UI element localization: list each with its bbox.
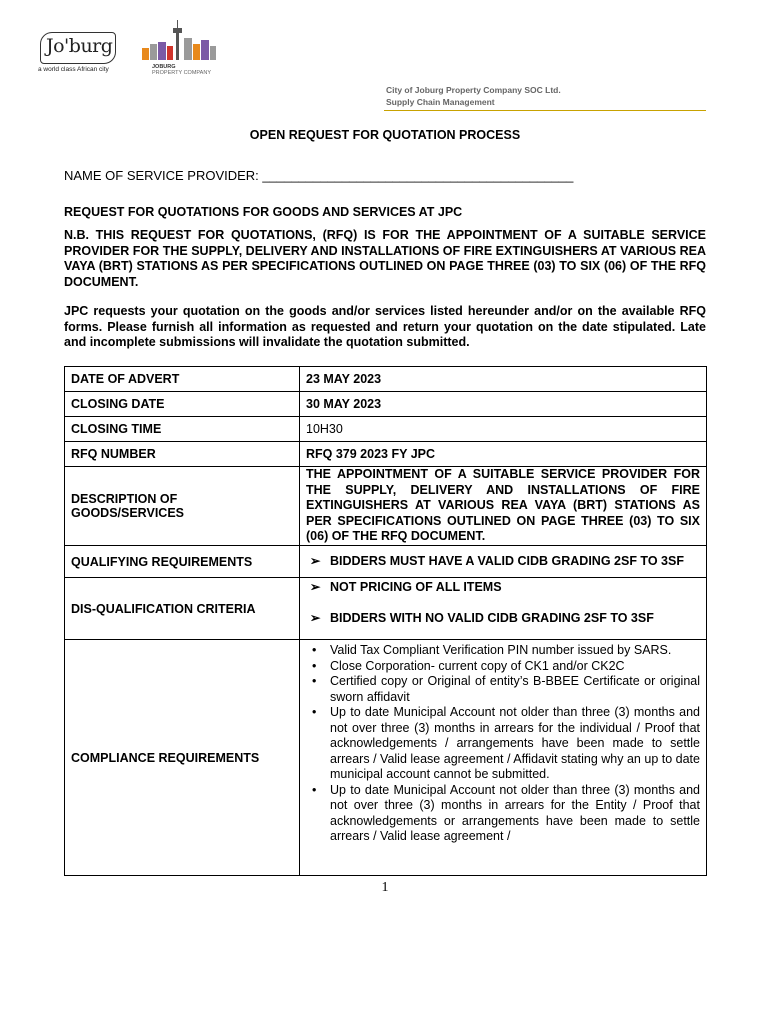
jpc-caption-line1: JOBURG — [152, 64, 176, 70]
arrow-bullet-icon: ➢ — [310, 610, 321, 625]
header-rule — [384, 110, 706, 111]
rfq-details-table — [64, 366, 707, 876]
bullet-icon: • — [312, 674, 317, 688]
compliance-item-4 — [306, 705, 700, 783]
disqualification-item-1-text: NOT PRICING OF ALL ITEMS — [330, 580, 502, 594]
bullet-icon: • — [312, 658, 317, 673]
joburg-logo — [38, 28, 122, 78]
compliance-item-5 — [306, 783, 700, 845]
table-row-qualifying — [65, 546, 707, 578]
description-label-line2: GOODS/SERVICES — [71, 506, 184, 520]
bullet-icon: • — [312, 643, 317, 657]
table-row-closing-date — [65, 392, 707, 417]
page-number: 1 — [381, 880, 389, 895]
bullet-icon: • — [312, 782, 317, 797]
compliance-label: COMPLIANCE REQUIREMENTS — [65, 640, 300, 876]
disqualification-item-2-text: BIDDERS WITH NO VALID CIDB GRADING 2SF TO 3SF — [330, 610, 654, 625]
table-row-closing-time — [65, 417, 707, 442]
disqualification-value — [300, 578, 707, 640]
compliance-item-5-text: Up to date Municipal Account not older than three (3) months and not over three (3) months in arrears for the Entity / Proof that acknowledgements or arrangements have been made to settle arrears / Valid lease agreement / — [330, 782, 700, 843]
compliance-item-2-text: Close Corporation- current copy of CK1 and/or CK2C — [330, 658, 625, 673]
document-title: OPEN REQUEST FOR QUOTATION PROCESS — [249, 128, 521, 142]
compliance-item-1 — [306, 643, 700, 659]
rfq-number-label: RFQ NUMBER — [65, 442, 300, 467]
table-row-compliance — [65, 640, 707, 876]
compliance-item-2 — [306, 659, 700, 675]
compliance-item-1-text: Valid Tax Compliant Verification PIN number issued by SARS. — [330, 643, 672, 657]
compliance-item-3-text: Certified copy or Original of entity’s B-BBEE Certificate or original sworn affidavit — [330, 674, 700, 704]
rfq-heading: REQUEST FOR QUOTATIONS FOR GOODS AND SERVICES AT JPC — [64, 205, 463, 219]
service-provider-line: NAME OF SERVICE PROVIDER: ___________________________________________ — [64, 168, 574, 183]
date-of-advert-label: DATE OF ADVERT — [65, 367, 300, 392]
compliance-item-3 — [306, 674, 700, 705]
arrow-bullet-icon: ➢ — [310, 553, 321, 568]
compliance-item-4-text: Up to date Municipal Account not older than three (3) months and not over three (3) months in arrears for the individual / Proof that acknowledgements / arrangements have been made to settle arrears / Valid lease agreement / Affidavit stating why an up to date municipal account cannot be submitted. — [330, 705, 700, 781]
table-row-date-of-advert — [65, 367, 707, 392]
company-block — [386, 84, 561, 108]
disqualification-label: DIS-QUALIFICATION CRITERIA — [65, 578, 300, 640]
qualifying-label: QUALIFYING REQUIREMENTS — [65, 546, 300, 578]
table-row-disqualification — [65, 578, 707, 640]
table-row-description — [65, 467, 707, 546]
description-label-line1: DESCRIPTION OF — [71, 492, 178, 506]
jpc-logo — [140, 18, 220, 76]
qualifying-item-text: BIDDERS MUST HAVE A VALID CIDB GRADING 2SF TO 3SF — [330, 553, 684, 568]
closing-time-value: 10H30 — [300, 417, 707, 442]
qualifying-value — [300, 546, 707, 578]
joburg-tagline: a world class African city — [38, 66, 109, 73]
description-label — [65, 467, 300, 546]
jpc-skyline-icon — [140, 18, 220, 64]
table-row-rfq-number — [65, 442, 707, 467]
company-name: City of Joburg Property Company SOC Ltd. — [386, 85, 561, 95]
joburg-logo-word: Jo'burg — [46, 35, 113, 57]
nb-paragraph: N.B. THIS REQUEST FOR QUOTATIONS, (RFQ) IS FOR THE APPOINTMENT OF A SUITABLE SERVICE PROVIDER FOR THE SUPPLY, DELIVERY AND INSTALLATIONS OF FIRE EXTINGUISHERS AT VARIOUS REA VAYA (BRT) STATIONS AS PER SPECIFICATIONS OUTLINED ON PAGE THREE (03) TO SIX (06) OF THE RFQ DOCUMENT. — [64, 228, 706, 289]
bullet-icon: • — [312, 705, 317, 719]
compliance-value — [300, 640, 707, 876]
intro-paragraph: JPC requests your quotation on the goods and/or services listed hereunder and/or on the available RFQ forms. Please furnish all information as requested and return your quotation on the date stipulated. Late and incomplete submissions will invalidate the quotation submitted. — [64, 304, 706, 349]
jpc-logo-caption — [152, 64, 211, 76]
compliance-list — [306, 643, 700, 845]
qualifying-item — [306, 554, 700, 570]
arrow-bullet-icon: ➢ — [310, 580, 321, 594]
rfq-number-value: RFQ 379 2023 FY JPC — [300, 442, 707, 467]
description-value: THE APPOINTMENT OF A SUITABLE SERVICE PROVIDER FOR THE SUPPLY, DELIVERY AND INSTALLATIONS OF FIRE EXTINGUISHERS AT VARIOUS REA VAYA (BRT) STATIONS AS PER SPECIFICATIONS OUTLINED ON PAGE THREE (03) TO SIX (06) OF THE RFQ DOCUMENT. — [300, 467, 707, 546]
jpc-caption-line2: PROPERTY COMPANY — [152, 70, 211, 76]
disqualification-item-2 — [306, 611, 700, 627]
date-of-advert-value: 23 MAY 2023 — [300, 367, 707, 392]
closing-date-value: 30 MAY 2023 — [300, 392, 707, 417]
closing-date-label: CLOSING DATE — [65, 392, 300, 417]
closing-time-label: CLOSING TIME — [65, 417, 300, 442]
disqualification-item-1 — [306, 580, 700, 596]
company-department: Supply Chain Management — [386, 97, 495, 107]
